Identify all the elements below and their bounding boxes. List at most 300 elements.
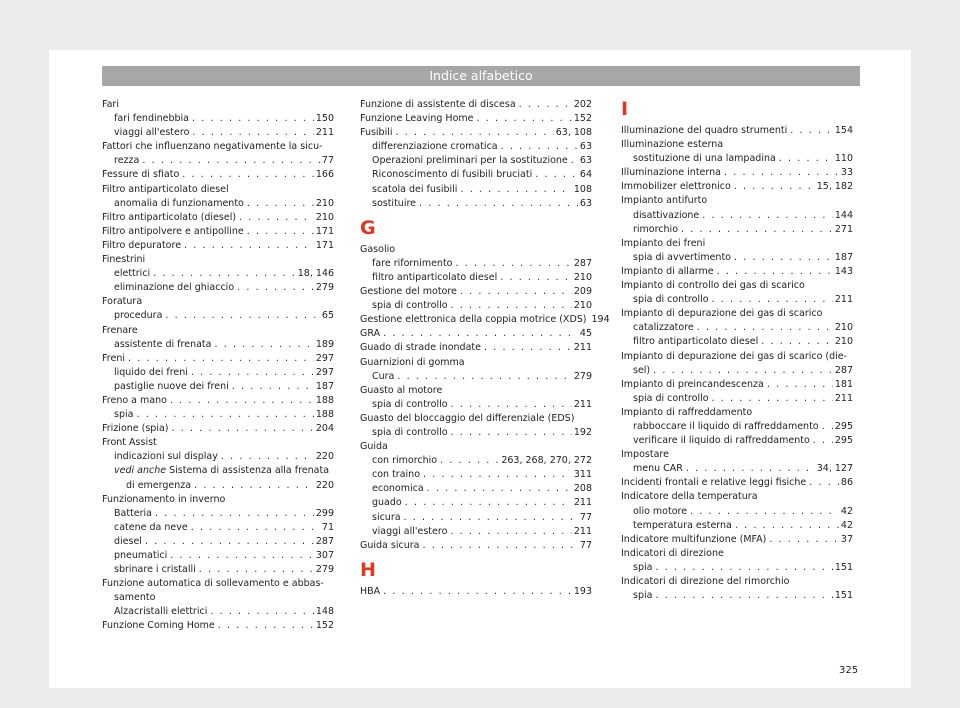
index-entry <box>621 378 853 392</box>
index-entry <box>102 168 334 182</box>
entry-term: Frenare <box>102 324 138 336</box>
dot-leader <box>383 327 578 341</box>
index-entry <box>102 225 334 239</box>
index-subentry <box>621 505 853 519</box>
index-subentry <box>360 299 592 313</box>
index-entry <box>621 547 853 561</box>
index-subentry <box>102 591 334 605</box>
index-subentry <box>360 370 592 384</box>
index-entry <box>102 394 334 408</box>
dot-leader <box>237 281 314 295</box>
entry-term: Illuminazione interna <box>621 167 721 179</box>
index-column-2 <box>360 98 610 599</box>
index-subentry <box>102 408 334 422</box>
index-entry <box>621 575 853 589</box>
dot-leader <box>717 265 833 279</box>
entry-page-ref: 189 <box>315 338 334 350</box>
dot-leader <box>128 352 314 366</box>
index-subentry <box>621 364 853 378</box>
entry-term: Alzacristalli elettrici <box>114 606 208 618</box>
entry-term: Fusibili <box>360 127 393 139</box>
index-entry <box>102 253 334 267</box>
entry-page-ref: 181 <box>834 378 853 390</box>
index-entry <box>360 539 592 553</box>
index-subentry <box>360 398 592 412</box>
index-entry <box>621 490 853 504</box>
entry-term: spia di controllo <box>633 392 709 404</box>
entry-page-ref: 33 <box>840 167 853 179</box>
index-subentry <box>621 519 853 533</box>
entry-term: Fari <box>102 99 119 110</box>
dot-leader <box>232 380 314 394</box>
entry-page-ref: 110 <box>834 153 853 165</box>
index-subentry <box>102 267 334 281</box>
dot-leader <box>404 511 578 525</box>
entry-page-ref: 188 <box>315 394 334 406</box>
entry-term: spia di controllo <box>372 300 448 312</box>
index-entry <box>621 194 853 208</box>
index-entry <box>621 350 853 364</box>
entry-term: elettrici <box>114 268 151 280</box>
entry-page-ref: 211 <box>834 294 853 306</box>
entry-page-ref: 299 <box>315 507 334 519</box>
index-entry <box>360 341 592 355</box>
entry-term: catalizzatore <box>633 322 694 334</box>
dot-leader <box>153 267 296 281</box>
index-subentry <box>360 468 592 482</box>
index-subentry <box>102 380 334 394</box>
index-section-letter: G <box>360 216 376 239</box>
entry-term: sel) <box>633 364 651 376</box>
dot-leader <box>690 505 839 519</box>
entry-page-ref: 144 <box>834 209 853 221</box>
dot-leader <box>734 180 815 194</box>
entry-page-ref: 279 <box>315 282 334 294</box>
entry-term: Immobilizer elettronico <box>621 181 731 193</box>
index-subentry <box>360 140 592 154</box>
entry-term: spia <box>114 409 134 421</box>
entry-page-ref: 263, 268, 270, 272 <box>501 455 592 467</box>
dot-leader <box>460 285 572 299</box>
dot-leader <box>712 392 833 406</box>
index-subentry <box>360 454 592 468</box>
entry-page-ref: 193 <box>573 585 592 597</box>
dot-leader <box>724 166 839 180</box>
dot-leader <box>427 482 572 496</box>
index-entry <box>360 440 592 454</box>
index-subentry <box>360 257 592 271</box>
index-subentry <box>621 434 853 448</box>
dot-leader <box>456 257 572 271</box>
index-subentry <box>360 168 592 182</box>
entry-term: di emergenza <box>126 479 192 491</box>
entry-page-ref: 295 <box>834 435 853 447</box>
entry-term: menu CAR <box>633 463 683 475</box>
dot-leader <box>501 140 578 154</box>
index-subentry <box>360 271 592 285</box>
dot-leader <box>769 533 839 547</box>
entry-page-ref: 211 <box>315 127 334 139</box>
dot-leader <box>247 225 314 239</box>
entry-term: sostituzione di una lampadina <box>633 153 776 165</box>
dot-leader <box>247 197 314 211</box>
index-subentry <box>621 462 853 476</box>
index-subentry <box>621 251 853 265</box>
entry-page-ref: 63 <box>579 155 592 167</box>
index-entry <box>360 384 592 398</box>
index-subentry <box>360 525 592 539</box>
entry-term: Foratura <box>102 296 143 308</box>
dot-leader <box>170 394 314 408</box>
entry-page-ref: 65 <box>321 310 334 322</box>
index-subentry <box>102 507 334 521</box>
index-entry <box>621 138 853 152</box>
entry-page-ref: 143 <box>834 265 853 277</box>
entry-term: Cura <box>372 370 395 382</box>
dot-leader <box>500 271 572 285</box>
index-subentry <box>102 535 334 549</box>
entry-term: catene da neve <box>114 521 188 533</box>
index-entry <box>102 493 334 507</box>
index-entry <box>102 352 334 366</box>
entry-page-ref: 187 <box>315 380 334 392</box>
index-subentry <box>102 366 334 380</box>
entry-term: disattivazione <box>633 209 700 221</box>
entry-term: con traino <box>372 469 421 481</box>
dot-leader <box>214 338 313 352</box>
dot-leader <box>440 454 499 468</box>
entry-term: rabboccare il liquido di raffreddamento <box>633 420 819 432</box>
dot-leader <box>477 112 572 126</box>
dot-leader <box>184 239 314 253</box>
index-entry <box>360 285 592 299</box>
dot-leader <box>655 589 832 603</box>
entry-term: Impianto antifurto <box>621 195 708 207</box>
entry-term: Impianto di controllo dei gas di scarico <box>621 280 805 292</box>
index-entry <box>621 180 853 194</box>
entry-term: Filtro antiparticolato diesel <box>102 183 229 195</box>
entry-term: Gestione del motore <box>360 286 457 298</box>
dot-leader <box>218 619 314 633</box>
entry-term: indicazioni sul display <box>114 451 218 463</box>
entry-term: Funzione Leaving Home <box>360 113 474 125</box>
page-number: 325 <box>839 665 859 676</box>
index-entry <box>102 324 334 338</box>
dot-leader <box>450 525 571 539</box>
index-subentry <box>102 563 334 577</box>
dot-leader <box>813 434 833 448</box>
dot-leader <box>484 341 572 355</box>
dot-leader <box>383 585 572 599</box>
entry-term: Guida <box>360 441 388 453</box>
entry-page-ref: 211 <box>573 342 592 354</box>
dot-leader <box>405 496 572 510</box>
dot-leader <box>221 450 314 464</box>
index-subentry <box>102 197 334 211</box>
entry-page-ref: 209 <box>573 286 592 298</box>
dot-leader <box>396 126 554 140</box>
dot-leader <box>655 561 832 575</box>
dot-leader <box>422 539 577 553</box>
index-entry <box>621 406 853 420</box>
entry-term: Front Assist <box>102 437 157 449</box>
entry-page-ref: 211 <box>573 497 592 509</box>
entry-term: Indicatori di direzione del rimorchio <box>621 576 790 587</box>
entry-page-ref: 151 <box>834 561 853 573</box>
entry-page-ref: 150 <box>315 113 334 125</box>
dot-leader <box>712 293 833 307</box>
entry-page-ref: 77 <box>579 539 592 551</box>
entry-page-ref: 15, 182 <box>816 181 853 193</box>
entry-term: differenziazione cromatica <box>372 141 498 153</box>
entry-page-ref: 287 <box>573 257 592 269</box>
index-subentry <box>102 549 334 563</box>
dot-leader <box>423 468 572 482</box>
index-subentry <box>102 605 334 619</box>
index-entry <box>360 412 592 426</box>
entry-term: Incidenti frontali e relative leggi fisiche <box>621 477 807 489</box>
index-subentry <box>360 482 592 496</box>
entry-page-ref: 210 <box>573 300 592 312</box>
entry-page-ref: 63 <box>579 197 592 209</box>
index-entry <box>360 327 592 341</box>
entry-term: Guida sicura <box>360 539 420 551</box>
dot-leader <box>170 549 314 563</box>
index-subentry <box>360 496 592 510</box>
entry-term: assistente di frenata <box>114 338 212 350</box>
entry-term: Illuminazione del quadro strumenti <box>621 125 788 136</box>
entry-term: Gestione elettronica della coppia motrice (XDS) <box>360 314 587 326</box>
entry-term: Funzione Coming Home <box>102 620 215 632</box>
index-subentry <box>621 209 853 223</box>
entry-term: pastiglie nuove dei freni <box>114 380 229 392</box>
entry-term: Indicatori di direzione <box>621 547 724 559</box>
dot-leader <box>145 535 314 549</box>
entry-page-ref: 210 <box>315 197 334 209</box>
entry-term: Impostare <box>621 449 669 461</box>
dot-leader <box>734 251 833 265</box>
entry-page-ref: 63, 108 <box>555 127 592 139</box>
entry-term: sbrinare i cristalli <box>114 564 196 576</box>
index-entry <box>102 422 334 436</box>
entry-page-ref: 86 <box>840 477 853 489</box>
dot-leader <box>397 370 571 384</box>
entry-term: Sistema di assistenza alla frenata <box>169 465 330 477</box>
index-entry <box>102 183 334 197</box>
entry-page-ref: 204 <box>315 423 334 435</box>
index-subentry <box>360 511 592 525</box>
entry-term: olio motore <box>633 505 688 517</box>
index-entry <box>621 448 853 462</box>
entry-page-ref: 154 <box>834 125 853 136</box>
entry-page-ref: 297 <box>315 352 334 364</box>
dot-leader <box>686 462 815 476</box>
index-subentry <box>360 183 592 197</box>
entry-page-ref: 211 <box>573 525 592 537</box>
entry-page-ref: 287 <box>834 364 853 376</box>
entry-page-ref: 148 <box>315 606 334 618</box>
index-subentry <box>621 589 853 603</box>
entry-term: filtro antiparticolato diesel <box>633 336 759 348</box>
index-subentry <box>102 464 334 478</box>
entry-term: Impianto dei freni <box>621 237 706 249</box>
index-subentry <box>360 426 592 440</box>
entry-term: samento <box>114 592 156 604</box>
index-subentry <box>621 321 853 335</box>
dot-leader <box>809 476 839 490</box>
entry-term: Freni <box>102 352 125 364</box>
entry-term: Filtro depuratore <box>102 239 182 251</box>
entry-page-ref: 171 <box>315 239 334 251</box>
entry-term: eliminazione del ghiaccio <box>114 282 235 294</box>
entry-page-ref: 210 <box>834 322 853 334</box>
entry-page-ref: 220 <box>315 479 334 491</box>
entry-term: Gasolio <box>360 243 396 255</box>
dot-leader <box>192 112 314 126</box>
entry-term: Batteria <box>114 507 152 519</box>
entry-term: Guasto al motore <box>360 384 443 396</box>
entry-page-ref: 287 <box>315 535 334 547</box>
dot-leader <box>451 398 572 412</box>
dot-leader <box>191 366 314 380</box>
index-entry <box>621 307 853 321</box>
index-entry <box>102 436 334 450</box>
entry-page-ref: 18, 146 <box>297 268 334 280</box>
entry-term: economica <box>372 483 424 495</box>
index-subentry <box>102 521 334 535</box>
entry-page-ref: 34, 127 <box>816 463 853 475</box>
dot-leader <box>136 408 313 422</box>
entry-term: GRA <box>360 328 381 340</box>
index-column-1 <box>102 98 334 634</box>
entry-term: Impianto di depurazione dei gas di scarico (die- <box>621 350 848 362</box>
entry-term: Freno a mano <box>102 394 167 406</box>
entry-term: spia <box>633 590 653 602</box>
dot-leader <box>681 223 833 237</box>
entry-term: Guarnizioni di gomma <box>360 356 465 368</box>
index-subentry <box>621 561 853 575</box>
index-subentry <box>621 335 853 349</box>
entry-term: spia di controllo <box>372 426 448 438</box>
dot-leader <box>571 154 578 168</box>
dot-leader <box>142 154 320 168</box>
entry-term: guado <box>372 497 402 509</box>
entry-term: Impianto di depurazione dei gas di scarico <box>621 308 823 320</box>
dot-leader <box>535 168 578 182</box>
dot-leader <box>653 364 833 378</box>
entry-term: Riconoscimento di fusibili bruciati <box>372 169 533 181</box>
entry-page-ref: 295 <box>834 420 853 432</box>
index-entry <box>360 126 592 140</box>
entry-page-ref: 202 <box>573 99 592 110</box>
entry-term: Indicatore della temperatura <box>621 491 758 503</box>
entry-term: filtro antiparticolato diesel <box>372 271 498 283</box>
entry-term: temperatura esterna <box>633 519 732 531</box>
dot-leader <box>165 309 320 323</box>
index-entry <box>621 124 853 138</box>
entry-term: procedura <box>114 310 163 322</box>
entry-term: spia <box>633 561 653 573</box>
entry-term: fari fendinebbia <box>114 113 189 125</box>
entry-term: Funzione automatica di sollevamento e abbas- <box>102 578 324 590</box>
entry-page-ref: 188 <box>315 409 334 421</box>
index-entry <box>621 265 853 279</box>
index-subentry <box>621 392 853 406</box>
entry-page-ref: 171 <box>315 225 334 237</box>
index-subentry <box>102 112 334 126</box>
dot-leader <box>460 183 571 197</box>
dot-leader <box>155 507 314 521</box>
index-subentry <box>621 223 853 237</box>
entry-page-ref: 220 <box>315 451 334 463</box>
dot-leader <box>451 299 572 313</box>
index-entry <box>102 619 334 633</box>
index-entry <box>360 313 610 327</box>
dot-leader <box>172 422 314 436</box>
entry-term: spia di avvertimento <box>633 251 731 263</box>
entry-term: diesel <box>114 535 142 547</box>
entry-page-ref: 152 <box>315 620 334 632</box>
entry-term: verificare il liquido di raffreddamento <box>633 435 810 447</box>
index-section-letter: H <box>360 558 376 581</box>
entry-term: Impianto di preincandescenza <box>621 378 764 390</box>
index-subentry <box>102 154 334 168</box>
entry-page-ref: 297 <box>315 366 334 378</box>
index-entry <box>360 98 592 112</box>
dot-leader <box>451 426 572 440</box>
entry-term: Operazioni preliminari per la sostituzione <box>372 155 568 167</box>
entry-page-ref: 307 <box>315 550 334 561</box>
index-section-letter: I <box>621 98 629 120</box>
index-entry <box>102 98 334 112</box>
entry-term: scatola dei fusibili <box>372 183 458 195</box>
page-header: Indice alfabetico <box>102 66 860 86</box>
index-entry <box>102 577 334 591</box>
entry-page-ref: 151 <box>834 590 853 602</box>
entry-term: viaggi all'estero <box>372 525 448 537</box>
entry-term: pneumatici <box>114 550 168 561</box>
entry-term: Frizione (spia) <box>102 423 169 435</box>
entry-page-ref: 166 <box>315 169 334 181</box>
entry-page-ref: 192 <box>573 426 592 438</box>
index-subentry <box>621 152 853 166</box>
entry-term: HBA <box>360 585 381 597</box>
entry-page-ref: 210 <box>834 336 853 348</box>
entry-page-ref: 211 <box>834 392 853 404</box>
entry-term: con rimorchio <box>372 455 438 467</box>
dot-leader <box>702 209 833 223</box>
entry-term: Filtro antipolvere e antipolline <box>102 225 244 237</box>
index-entry <box>360 112 592 126</box>
index-subentry <box>102 126 334 140</box>
entry-page-ref: 108 <box>573 183 592 195</box>
entry-term: Impianto di allarme <box>621 265 714 277</box>
entry-page-ref: 210 <box>573 271 592 283</box>
dot-leader <box>519 98 572 112</box>
dot-leader <box>419 197 578 211</box>
entry-page-ref: 42 <box>840 519 853 531</box>
entry-term: Illuminazione esterna <box>621 139 724 151</box>
dot-leader <box>210 605 314 619</box>
entry-term: rezza <box>114 155 140 167</box>
entry-page-ref: 279 <box>315 564 334 576</box>
entry-term: Guasto del bloccaggio del differenziale (EDS) <box>360 412 575 424</box>
index-subentry <box>102 450 334 464</box>
entry-page-ref: 37 <box>840 533 853 545</box>
entry-term: spia di controllo <box>372 398 448 410</box>
entry-page-ref: 42 <box>840 505 853 517</box>
entry-page-ref: 71 <box>321 521 334 533</box>
